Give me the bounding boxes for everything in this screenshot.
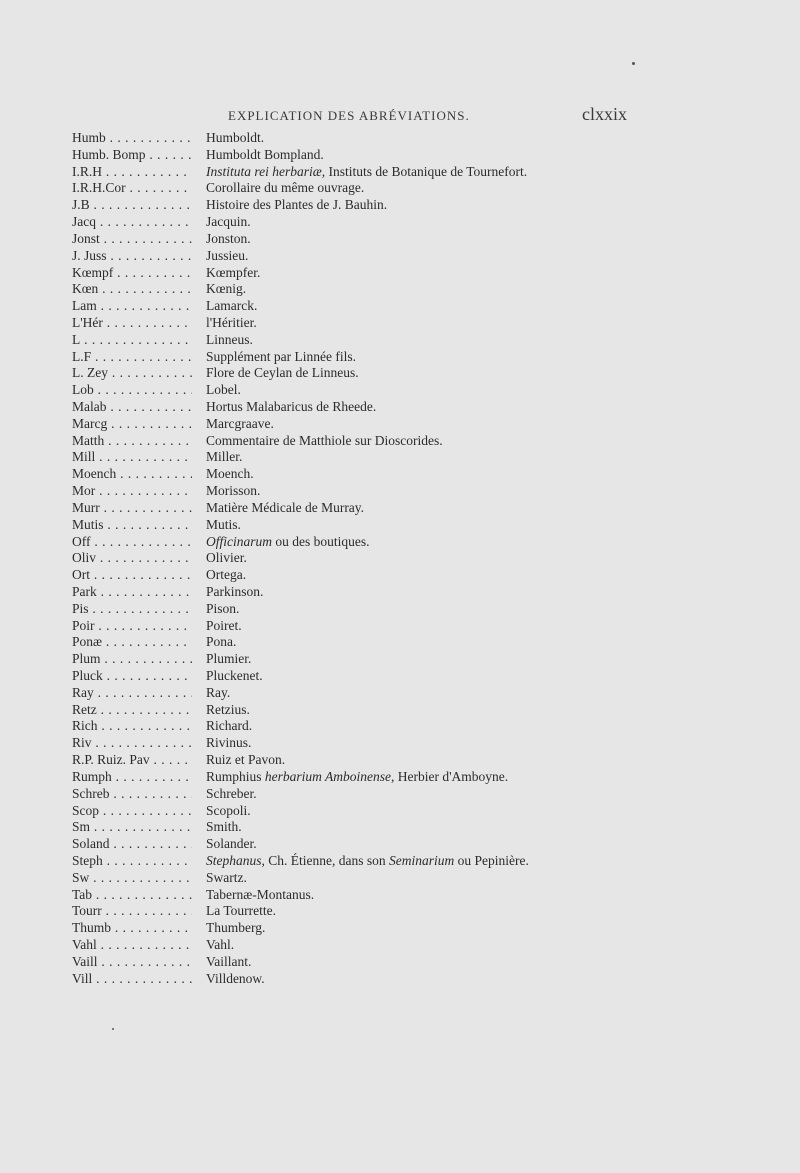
definition-text: Ortega. [206,567,247,583]
definition-text: Parkinson. [206,583,264,599]
list-item [0,920,800,937]
abbreviation: I.R.H . . . [72,164,192,181]
list-item [0,567,800,584]
definition [206,584,263,601]
list-item [0,534,800,551]
definition [206,786,257,803]
definition [206,601,239,618]
list-item [0,752,800,769]
abbreviation: Kœmpf . . . [72,265,192,282]
list-item [0,483,800,500]
abbreviation: Retz . . . [72,702,192,719]
definition [206,500,364,517]
abbreviation: Plum . . . [72,651,192,668]
definition-text: Jonston. [206,230,251,246]
abbreviation: J. Juss . . . [72,248,192,265]
definition-text: Scopoli. [206,802,251,818]
list-item [0,786,800,803]
definition-text: Jacquin. [206,214,251,230]
abbreviation: Matth . . . [72,433,192,450]
list-item [0,164,800,181]
running-header [0,105,800,129]
definition-text: Ray. [206,684,231,700]
definition [206,265,260,282]
list-item [0,903,800,920]
ink-speck [112,1028,114,1030]
list-item [0,332,800,349]
abbreviation: L . . . [72,332,192,349]
abbreviation: Ponæ . . . [72,634,192,651]
list-item [0,769,800,786]
definition-text: Kœnig. [206,281,247,297]
definition-text: Olivier. [206,550,247,566]
abbreviation: J.B . . . [72,197,192,214]
definition [206,954,251,971]
list-item [0,735,800,752]
definition [206,618,242,635]
definition-text: Thumberg. [206,920,266,936]
page-title: EXPLICATION DES ABRÉVIATIONS. [228,108,470,123]
definition [206,483,260,500]
abbreviation: Oliv . . . [72,550,192,567]
abbreviation: Ort . . . [72,567,192,584]
definition [206,567,246,584]
list-item [0,365,800,382]
definition-text: Marcgraave. [206,415,274,431]
list-item [0,197,800,214]
definition-text: Pluckenet. [206,668,263,683]
definition-text: Commentaire de Matthiole sur Dioscorides. [206,432,443,448]
list-item [0,954,800,971]
definition [206,197,387,214]
ink-speck [632,62,635,65]
definition-text: Herbier d'Amboyne. [394,768,509,784]
definition-italic: Seminarium [389,852,455,868]
abbreviation: Lob . . . [72,382,192,399]
definition-text: Instituts de Botanique de Tournefort. [325,163,528,179]
list-item [0,685,800,702]
abbreviation: Scop . . . [72,803,192,820]
abbreviation: Lam . . . [72,298,192,315]
definition [206,651,251,668]
list-item [0,718,800,735]
abbreviation: L. Zey . . . [72,365,192,382]
definition-text: Linneus. [206,331,253,347]
definition-text: Poiret. [206,617,242,633]
abbreviation: L.F . . . [72,349,192,366]
abbreviation: Mill . . . [72,449,192,466]
abbreviation: Jacq . . . [72,214,192,231]
abbreviation: Poir . . . [72,618,192,635]
definition [206,803,251,820]
definition-text: Smith. [206,819,242,835]
definition-text: ou Pepinière. [454,852,529,868]
definition [206,147,324,164]
definition [206,937,234,954]
definition-text: Supplément par Linnée fils. [206,348,356,364]
definition [206,634,236,651]
definition [206,870,247,887]
abbreviation: I.R.H.Cor . . . [72,180,192,197]
abbreviation: Vaill . . . [72,954,192,971]
definition-text: Schreber. [206,785,257,801]
definition-text: Tabernæ-Montanus. [206,886,315,902]
definition-text: Vaillant. [206,953,252,969]
definition-text: Ruiz et Pavon. [206,752,286,768]
list-item [0,584,800,601]
definition [206,231,251,248]
abbreviation: Malab . . . [72,399,192,416]
definition-text: Pison. [206,600,240,616]
definition [206,349,356,366]
definition-text: Humboldt Bompland. [206,146,324,162]
list-item [0,130,800,147]
list-item [0,349,800,366]
definition-text: Solander. [206,836,257,852]
abbreviation: Tab . . . [72,887,192,904]
abbreviation: Steph . . . [72,853,192,870]
definition-text: l'Héritier. [206,314,257,330]
definition [206,887,314,904]
definition [206,735,251,752]
list-item [0,517,800,534]
abbreviation: Moench . . . [72,466,192,483]
list-item [0,449,800,466]
abbreviation: Thumb . . . [72,920,192,937]
definition-text: Ch. Étienne, dans son [264,852,389,868]
definition-text: Pona. [206,634,237,650]
abbreviation: Ray . . . [72,685,192,702]
list-item [0,399,800,416]
abbreviation: Marcg . . . [72,416,192,433]
definition [206,550,247,567]
definition [206,365,359,382]
definition [206,248,248,265]
definition-text: Moench. [206,466,254,482]
list-item [0,887,800,904]
definition [206,718,252,735]
list-item [0,651,800,668]
definition-italic: Officinarum [206,533,272,549]
list-item [0,265,800,282]
abbreviation: R.P. Ruiz. Pav . . . [72,752,192,769]
abbreviation: Sm . . . [72,819,192,836]
list-item [0,433,800,450]
definition-text: Matière Médicale de Murray. [206,499,365,515]
definition [206,819,242,836]
definition-text: Swartz. [206,869,247,885]
definition [206,130,264,147]
definition [206,702,250,719]
definition [206,752,285,769]
definition [206,836,257,853]
abbreviation: Humb . . . [72,130,192,147]
definition-text: La Tourrette. [206,903,277,919]
list-item [0,550,800,567]
abbreviation: Rich . . . [72,718,192,735]
definition [206,433,443,450]
definition-text: Kœmpfer. [206,264,261,280]
definition [206,449,242,466]
abbreviation: Park . . . [72,584,192,601]
list-item [0,315,800,332]
definition-text: Rumphius [206,768,265,784]
page-number: clxxix [582,104,627,124]
definition [206,971,265,988]
list-item [0,702,800,719]
definition [206,298,257,315]
definition [206,180,364,197]
abbreviation: Rumph . . . [72,769,192,786]
definition [206,281,246,298]
abbreviation: Jonst . . . [72,231,192,248]
definition-text: Histoire des Plantes de J. Bauhin. [206,197,388,213]
definition-text: Plumier. [206,651,252,667]
definition [206,517,241,534]
abbreviation: Pluck . . . [72,668,192,685]
definition-italic: herbarium Amboinense, [264,768,395,784]
definition-text: Humboldt. [206,130,265,145]
list-item [0,248,800,265]
list-item [0,803,800,820]
abbreviation: Schreb . . . [72,786,192,803]
definition [206,315,257,332]
definition-text: Retzius. [206,701,250,717]
abbreviation: Sw . . . [72,870,192,887]
definition-text: Lobel. [206,382,241,398]
definition [206,382,241,399]
definition-text: Richard. [206,718,253,734]
list-item [0,500,800,517]
abbreviation: Riv . . . [72,735,192,752]
list-item [0,870,800,887]
definition [206,769,508,786]
list-item [0,466,800,483]
abbreviation: Tourr . . . [72,903,192,920]
abbreviation: Kœn . . . [72,281,192,298]
definition-text: Rivinus. [206,735,252,751]
definition-text: Morisson. [206,483,261,499]
definition-italic: Stephanus, [206,852,265,868]
abbreviation: Mutis . . . [72,517,192,534]
abbreviation: Vahl . . . [72,937,192,954]
definition-text: Miller. [206,449,243,465]
definition-italic: Instituta rei herbariæ, [206,163,326,179]
abbreviation: Pis . . . [72,601,192,618]
definition [206,214,251,231]
list-item [0,214,800,231]
abbreviation: Mor . . . [72,483,192,500]
definition [206,903,276,920]
list-item [0,298,800,315]
definition-text: Villdenow. [206,970,265,986]
definition [206,920,265,937]
definition [206,164,527,181]
definition [206,853,529,870]
definition-text: ou des boutiques. [272,533,370,549]
list-item [0,971,800,988]
definition-text: Vahl. [206,937,235,952]
definition-text: Hortus Malabaricus de Rheede. [206,399,377,414]
definition [206,332,253,349]
definition [206,399,376,416]
list-item [0,819,800,836]
list-item [0,668,800,685]
list-item [0,147,800,164]
list-item [0,281,800,298]
abbreviation: Soland . . . [72,836,192,853]
list-item [0,416,800,433]
abbreviation: Murr . . . [72,500,192,517]
definition-text: Flore de Ceylan de Linneus. [206,365,359,381]
definition [206,416,274,433]
definition-text: Corollaire du même ouvrage. [206,180,365,196]
definition-text: Jussieu. [206,247,249,263]
definition-text: Lamarck. [206,298,258,314]
list-item [0,853,800,870]
list-item [0,618,800,635]
abbreviation: L'Hér . . . [72,315,192,332]
list-item [0,180,800,197]
list-item [0,937,800,954]
list-item [0,231,800,248]
list-item [0,836,800,853]
definition [206,534,370,551]
definition-text: Mutis. [206,516,241,532]
definition [206,466,254,483]
abbreviation-list [0,130,800,987]
abbreviation: Off . . . [72,534,192,551]
definition [206,685,230,702]
list-item [0,382,800,399]
abbreviation: Humb. Bomp . . . [72,147,192,164]
list-item [0,601,800,618]
list-item [0,634,800,651]
abbreviation: Vill . . . [72,971,192,988]
definition [206,668,263,685]
